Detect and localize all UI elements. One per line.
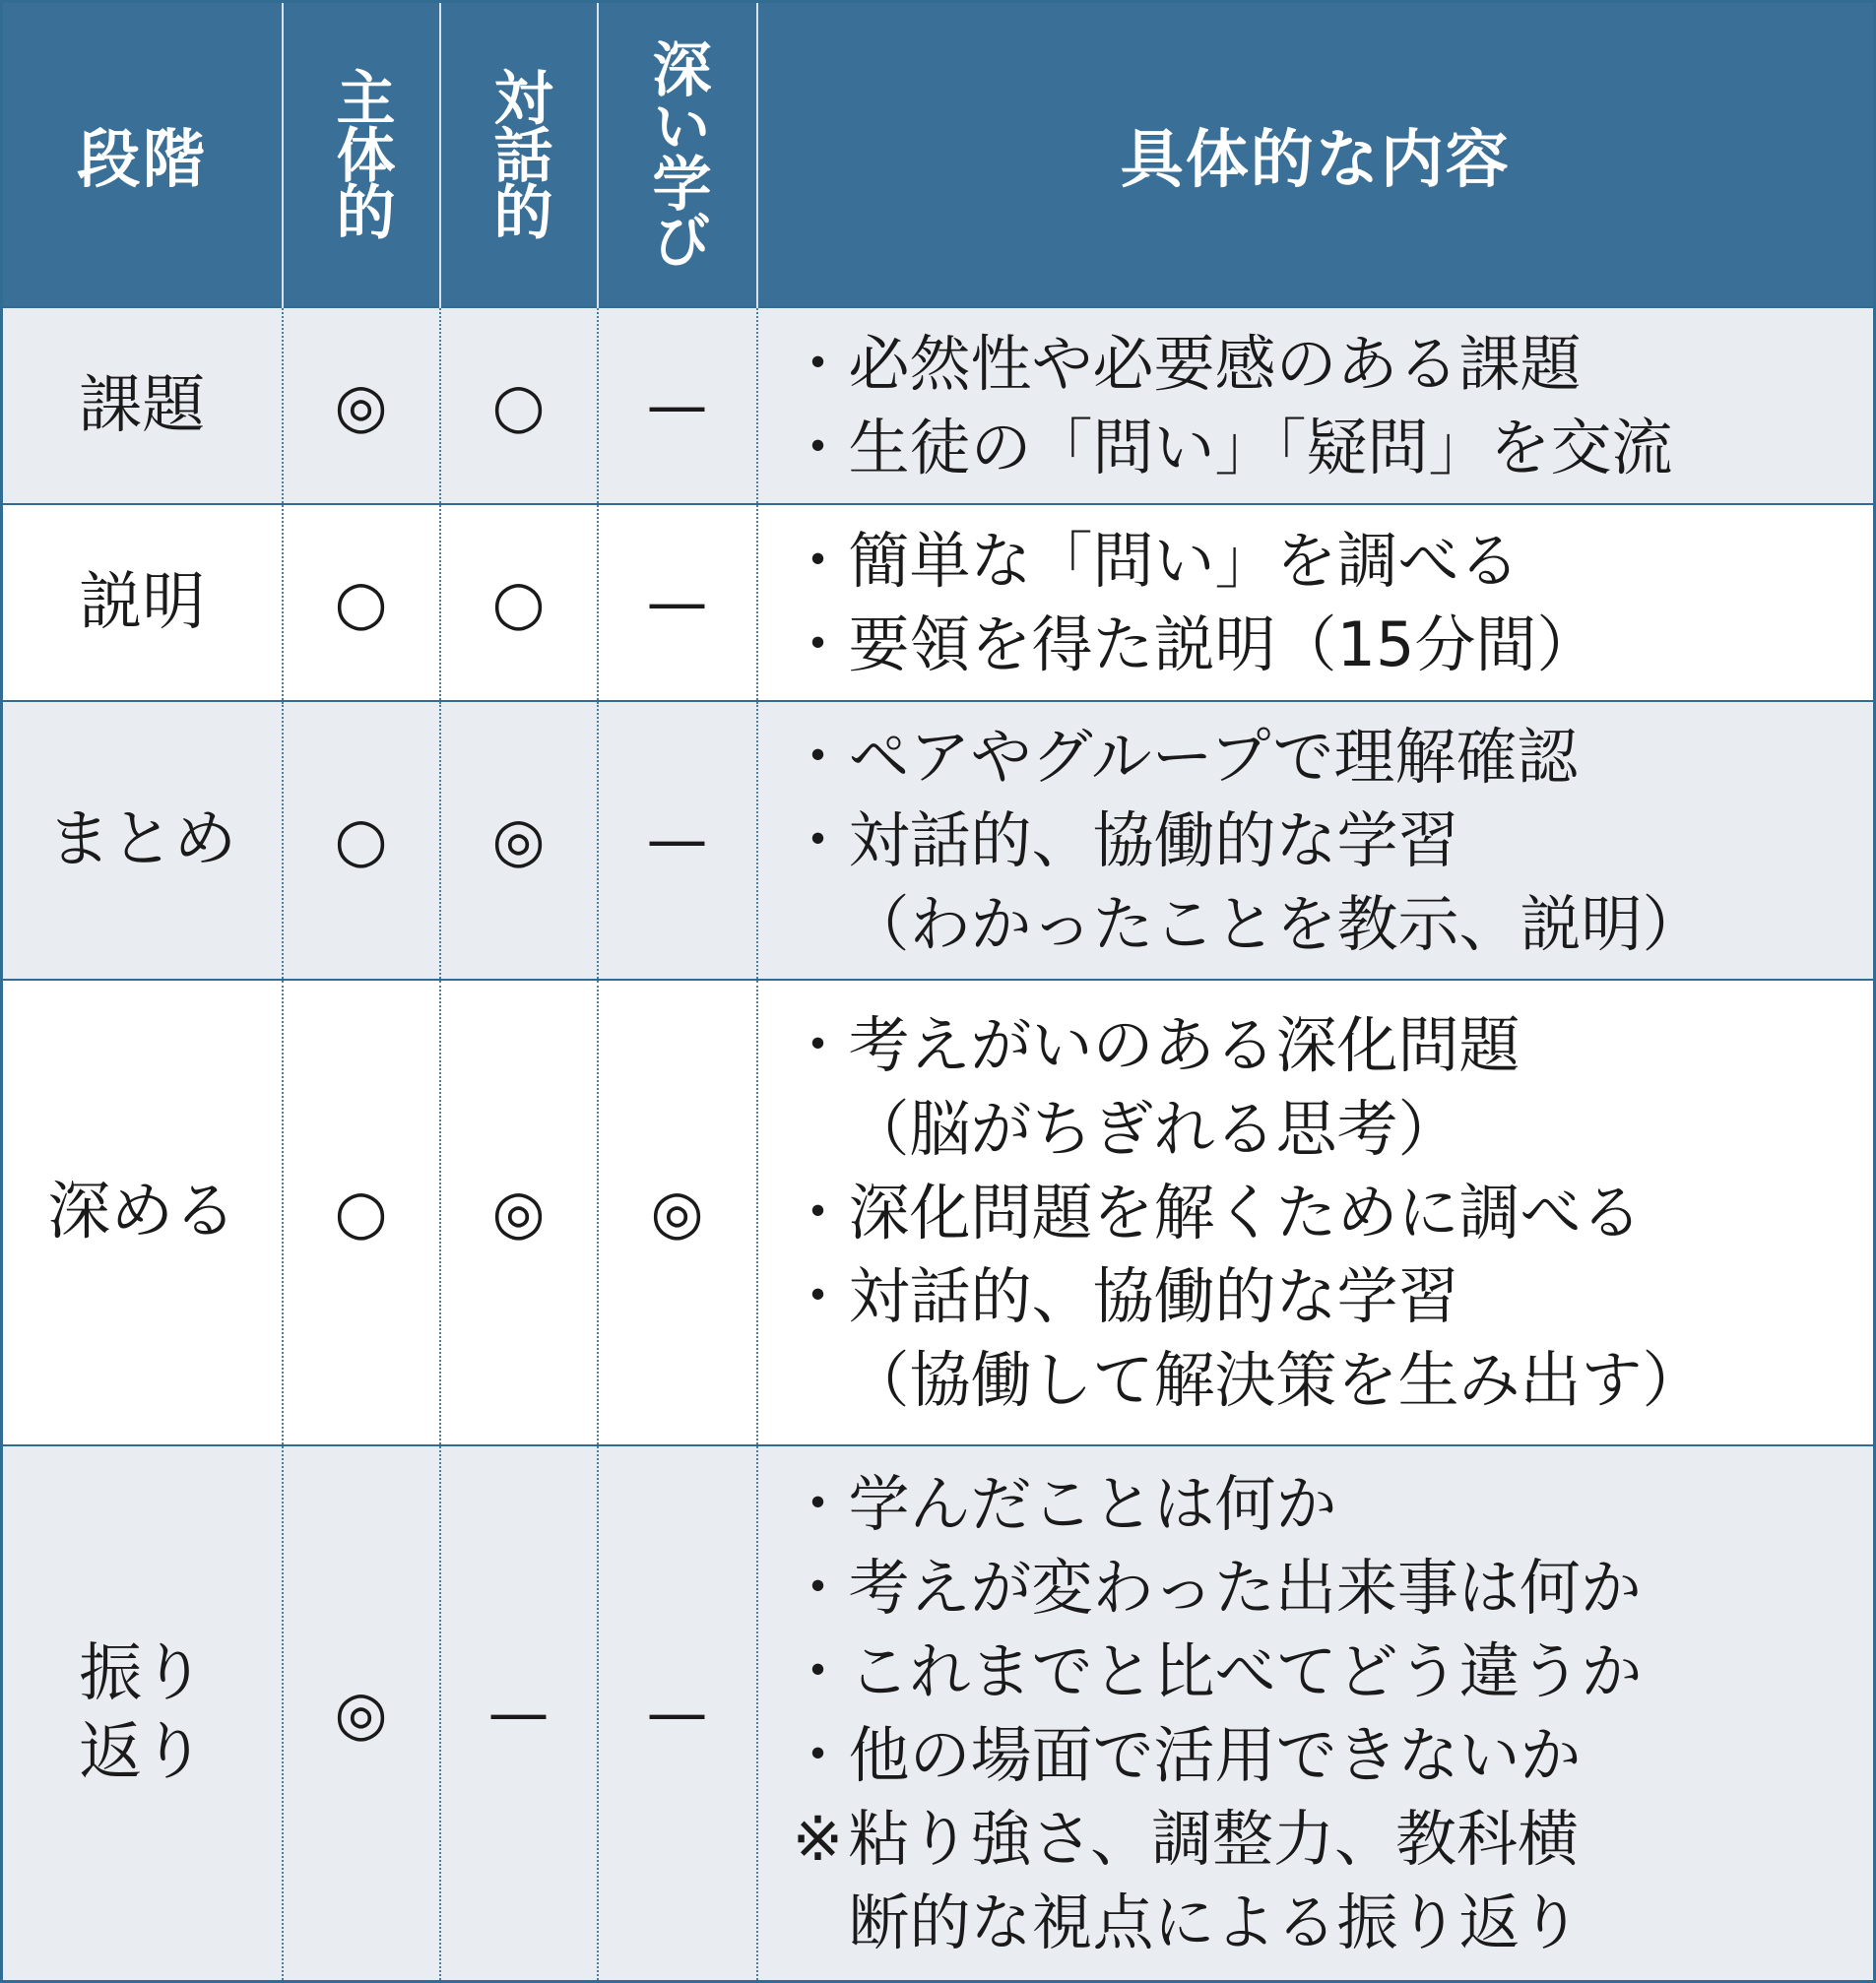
content-item: ・ 他の場面で活用できないか bbox=[787, 1718, 1582, 1791]
content-item: ・ 簡単な「問い」を調べる bbox=[787, 524, 1520, 597]
header-fukai-manabi: 深い学び bbox=[598, 2, 757, 307]
header-stage: 段階 bbox=[2, 2, 283, 307]
header-row bbox=[2, 2, 1875, 307]
content-item: ・ 考えが変わった出来事は何か bbox=[787, 1551, 1642, 1624]
mark-shutaiteki: ◎ bbox=[283, 1445, 440, 1982]
content-cell bbox=[757, 307, 1875, 504]
note-item: 断的な視点による振り返り bbox=[848, 1886, 1582, 1958]
content-item: ・ 対話的、協働的な学習 bbox=[787, 803, 1459, 876]
content-item: ・ 対話的、協働的な学習 bbox=[787, 1259, 1459, 1332]
header-shutaiteki: 主体的 bbox=[283, 2, 440, 307]
content-item: ・ 学んだことは何か bbox=[787, 1467, 1337, 1540]
content-item: （わかったことを教示、説明） bbox=[848, 887, 1704, 960]
mark-taiwateki: — bbox=[440, 1445, 598, 1982]
mark-fukai-manabi: — bbox=[598, 504, 757, 701]
content-item: ・ 必然性や必要感のある課題 bbox=[787, 327, 1582, 400]
note-mark: ※ bbox=[792, 1802, 844, 1875]
header-content: 具体的な内容 bbox=[757, 2, 1875, 307]
header-taiwateki: 対話的 bbox=[440, 2, 598, 307]
content-item: （脳がちぎれる思考） bbox=[848, 1092, 1459, 1165]
content-cell bbox=[757, 980, 1875, 1445]
stage-cell: 課題 bbox=[2, 307, 283, 504]
mark-shutaiteki: ○ bbox=[283, 701, 440, 980]
content-item: ・ ペアやグループで理解確認 bbox=[787, 720, 1579, 793]
mark-shutaiteki: ○ bbox=[283, 980, 440, 1445]
mark-taiwateki: ○ bbox=[440, 307, 598, 504]
note-item: ※ 粘り強さ、調整力、教科横 bbox=[788, 1797, 1864, 1881]
content-cell bbox=[757, 504, 1875, 701]
mark-fukai-manabi: — bbox=[598, 1445, 757, 1982]
mark-shutaiteki: ◎ bbox=[283, 307, 440, 504]
mark-shutaiteki: ○ bbox=[283, 504, 440, 701]
mark-taiwateki: ◎ bbox=[440, 701, 598, 980]
table-row bbox=[2, 1445, 1875, 1982]
mark-fukai-manabi: ◎ bbox=[598, 980, 757, 1445]
stage-cell: まとめ bbox=[2, 701, 283, 980]
content-item: ・ 要領を得た説明（15分間） bbox=[787, 608, 1598, 680]
mark-taiwateki: ◎ bbox=[440, 980, 598, 1445]
content-cell bbox=[757, 1445, 1875, 1982]
table-row bbox=[2, 701, 1875, 980]
mark-taiwateki: ○ bbox=[440, 504, 598, 701]
content-item: ・ これまでと比べてどう違うか bbox=[787, 1634, 1643, 1707]
content-item: ・ 生徒の「問い」「疑問」を交流 bbox=[787, 411, 1673, 483]
content-item: ・ 考えがいのある深化問題 bbox=[787, 1008, 1520, 1081]
stage-cell: 深める bbox=[2, 980, 283, 1445]
mark-fukai-manabi: — bbox=[598, 701, 757, 980]
content-cell bbox=[757, 701, 1875, 980]
content-item: ・ 深化問題を解くために調べる bbox=[787, 1176, 1643, 1248]
mark-fukai-manabi: — bbox=[598, 307, 757, 504]
content-item: （協働して解決策を生み出す） bbox=[848, 1343, 1704, 1416]
stage-cell: 説明 bbox=[2, 504, 283, 701]
table-row bbox=[2, 307, 1875, 504]
table-row bbox=[2, 504, 1875, 701]
table-row bbox=[2, 980, 1875, 1445]
stage-cell: 振り 返り bbox=[2, 1445, 283, 1982]
